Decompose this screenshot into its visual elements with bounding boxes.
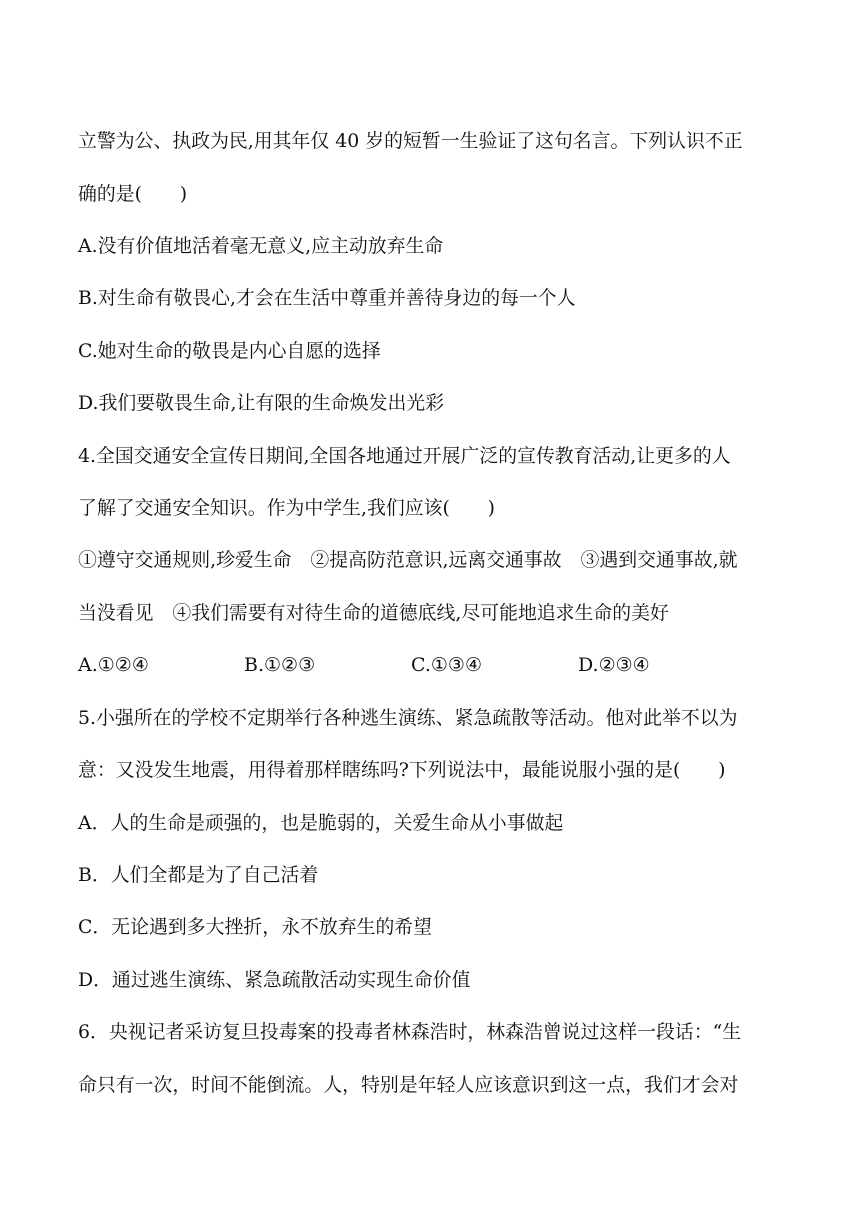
question-line: 了解了交通安全知识。作为中学生,我们应该( ) bbox=[78, 497, 495, 519]
question-line: 4.全国交通安全宣传日期间,全国各地通过开展广泛的宣传教育活动,让更多的人 bbox=[78, 445, 731, 467]
text-line: 确的是( ) bbox=[78, 183, 188, 205]
option-line: B．人们全都是为了自己活着 bbox=[78, 864, 319, 886]
question-line: 5.小强所在的学校不定期举行各种逃生演练、紧急疏散等活动。他对此举不以为 bbox=[78, 707, 738, 729]
text-line: 立警为公、执政为民,用其年仅 40 岁的短暂一生验证了这句名言。下列认识不正 bbox=[78, 130, 743, 152]
question-line: 意：又没发生地震，用得着那样瞎练吗?下列说法中，最能说服小强的是( ) bbox=[78, 759, 726, 781]
q4-option-c: C.①③④ bbox=[411, 654, 482, 676]
option-line: C．无论遇到多大挫折，永不放弃生的希望 bbox=[78, 916, 433, 938]
option-line: B.对生命有敬畏心,才会在生活中尊重并善待身边的每一个人 bbox=[78, 287, 576, 309]
q4-option-a: A.①②④ bbox=[78, 654, 149, 676]
option-line: A．人的生命是顽强的，也是脆弱的，关爱生命从小事做起 bbox=[78, 812, 564, 834]
question-line: 命只有一次，时间不能倒流。人，特别是年轻人应该意识到这一点，我们才会对 bbox=[78, 1074, 739, 1096]
question-line: 6．央视记者采访复旦投毒案的投毒者林森浩时，林森浩曾说过这样一段话：“生 bbox=[78, 1021, 742, 1043]
option-line: A.没有价值地活着毫无意义,应主动放弃生命 bbox=[78, 235, 444, 257]
q4-option-d: D.②③④ bbox=[578, 654, 650, 676]
option-line: C.她对生命的敬畏是内心自愿的选择 bbox=[78, 340, 381, 362]
option-line: D.我们要敬畏生命,让有限的生命焕发出光彩 bbox=[78, 392, 445, 414]
option-line: D．通过逃生演练、紧急疏散活动实现生命价值 bbox=[78, 969, 471, 991]
statement-line: 当没看见 ④我们需要有对待生命的道德底线,尽可能地追求生命的美好 bbox=[78, 602, 669, 624]
statement-line: ①遵守交通规则,珍爱生命 ②提高防范意识,远离交通事故 ③遇到交通事故,就 bbox=[78, 549, 738, 571]
q4-option-b: B.①②③ bbox=[244, 654, 316, 676]
